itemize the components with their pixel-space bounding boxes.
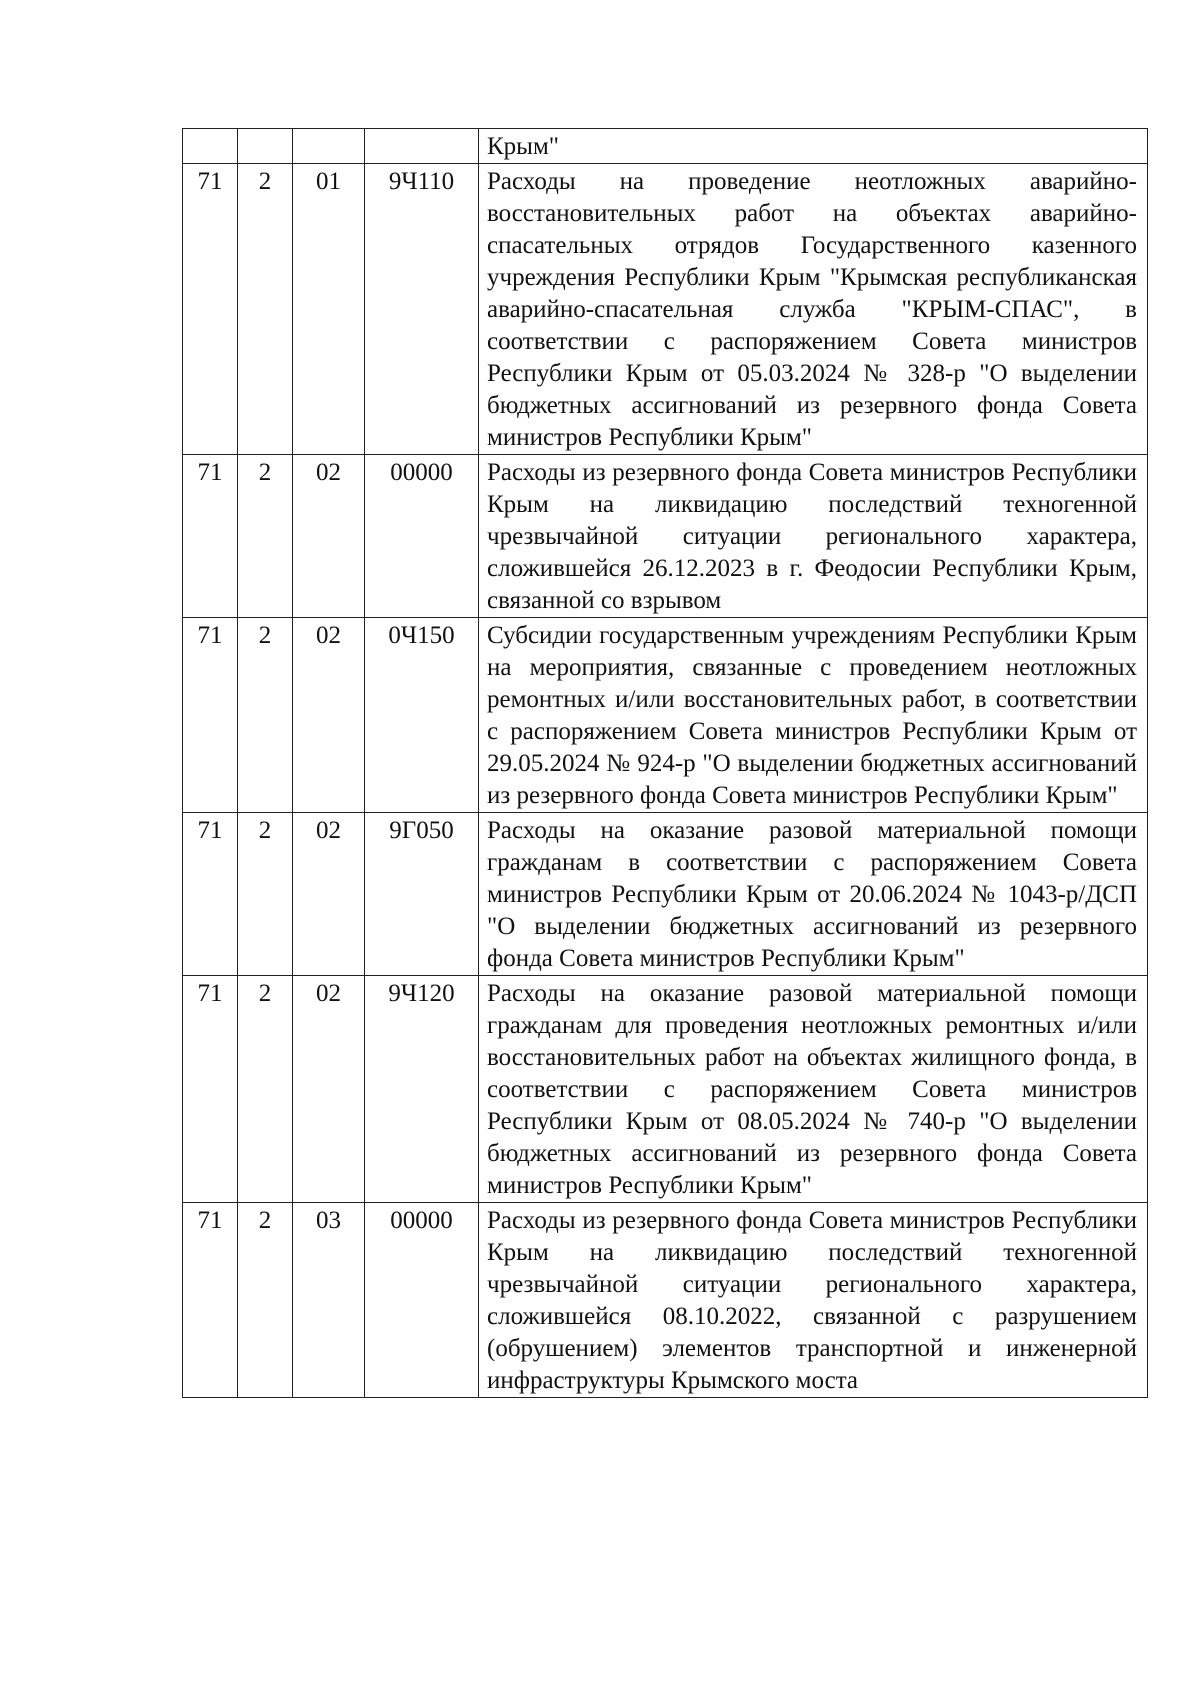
code-cell-1: 71 <box>183 813 238 976</box>
code-cell-2: 2 <box>238 618 293 813</box>
description-cell: Крым" <box>479 129 1148 164</box>
code-cell-1: 71 <box>183 976 238 1203</box>
code-cell-2: 2 <box>238 976 293 1203</box>
code-cell-3 <box>293 129 365 164</box>
description-cell: Расходы на оказание разовой материальной помощи гражданам в соответствии с распоряжением Совета министров Республики Крым от 20.06.2024 № 1043-р/ДСП "О выделении бюджетных ассигнований из резервного фонда Совета министров Республики Крым" <box>479 813 1148 976</box>
code-cell-4: 00000 <box>365 455 479 618</box>
code-cell-2: 2 <box>238 813 293 976</box>
code-cell-1: 71 <box>183 618 238 813</box>
table-row <box>183 129 1148 164</box>
code-cell-3: 03 <box>293 1203 365 1398</box>
table-row <box>183 976 1148 1203</box>
budget-classification-table <box>182 128 1148 1398</box>
code-cell-2: 2 <box>238 455 293 618</box>
table-row <box>183 455 1148 618</box>
table-row <box>183 813 1148 976</box>
code-cell-1: 71 <box>183 1203 238 1398</box>
code-cell-2: 2 <box>238 1203 293 1398</box>
code-cell-4 <box>365 129 479 164</box>
description-cell: Расходы из резервного фонда Совета министров Республики Крым на ликвидацию последствий техногенной чрезвычайной ситуации регионального характера, сложившейся 26.12.2023 в г. Феодосии Республики Крым, связанной со взрывом <box>479 455 1148 618</box>
code-cell-3: 02 <box>293 455 365 618</box>
code-cell-3: 01 <box>293 164 365 455</box>
code-cell-3: 02 <box>293 618 365 813</box>
description-cell: Расходы на проведение неотложных аварийно-восстановительных работ на объектах аварийно-спасательных отрядов Государственного казенного учреждения Республики Крым "Крымская республиканская аварийно-спасательная служба "КРЫМ-СПАС", в соответствии с распоряжением Совета министров Республики Крым от 05.03.2024 № 328-р "О выделении бюджетных ассигнований из резервного фонда Совета министров Республики Крым" <box>479 164 1148 455</box>
table-row <box>183 1203 1148 1398</box>
description-cell: Расходы на оказание разовой материальной помощи гражданам для проведения неотложных ремонтных и/или восстановительных работ на объектах жилищного фонда, в соответствии с распоряжением Совета министров Республики Крым от 08.05.2024 № 740-р "О выделении бюджетных ассигнований из резервного фонда Совета министров Республики Крым" <box>479 976 1148 1203</box>
code-cell-4: 9Ч120 <box>365 976 479 1203</box>
code-cell-1 <box>183 129 238 164</box>
table-row <box>183 164 1148 455</box>
table-row <box>183 618 1148 813</box>
code-cell-2 <box>238 129 293 164</box>
code-cell-1: 71 <box>183 455 238 618</box>
code-cell-2: 2 <box>238 164 293 455</box>
code-cell-4: 00000 <box>365 1203 479 1398</box>
code-cell-3: 02 <box>293 976 365 1203</box>
code-cell-1: 71 <box>183 164 238 455</box>
code-cell-4: 9Ч110 <box>365 164 479 455</box>
description-cell: Расходы из резервного фонда Совета министров Республики Крым на ликвидацию последствий техногенной чрезвычайной ситуации регионального характера, сложившейся 08.10.2022, связанной с разрушением (обрушением) элементов транспортной и инженерной инфраструктуры Крымского моста <box>479 1203 1148 1398</box>
code-cell-4: 0Ч150 <box>365 618 479 813</box>
code-cell-4: 9Г050 <box>365 813 479 976</box>
description-cell: Субсидии государственным учреждениям Республики Крым на мероприятия, связанные с проведением неотложных ремонтных и/или восстановительных работ, в соответствии с распоряжением Совета министров Республики Крым от 29.05.2024 № 924-р "О выделении бюджетных ассигнований из резервного фонда Совета министров Республики Крым" <box>479 618 1148 813</box>
code-cell-3: 02 <box>293 813 365 976</box>
